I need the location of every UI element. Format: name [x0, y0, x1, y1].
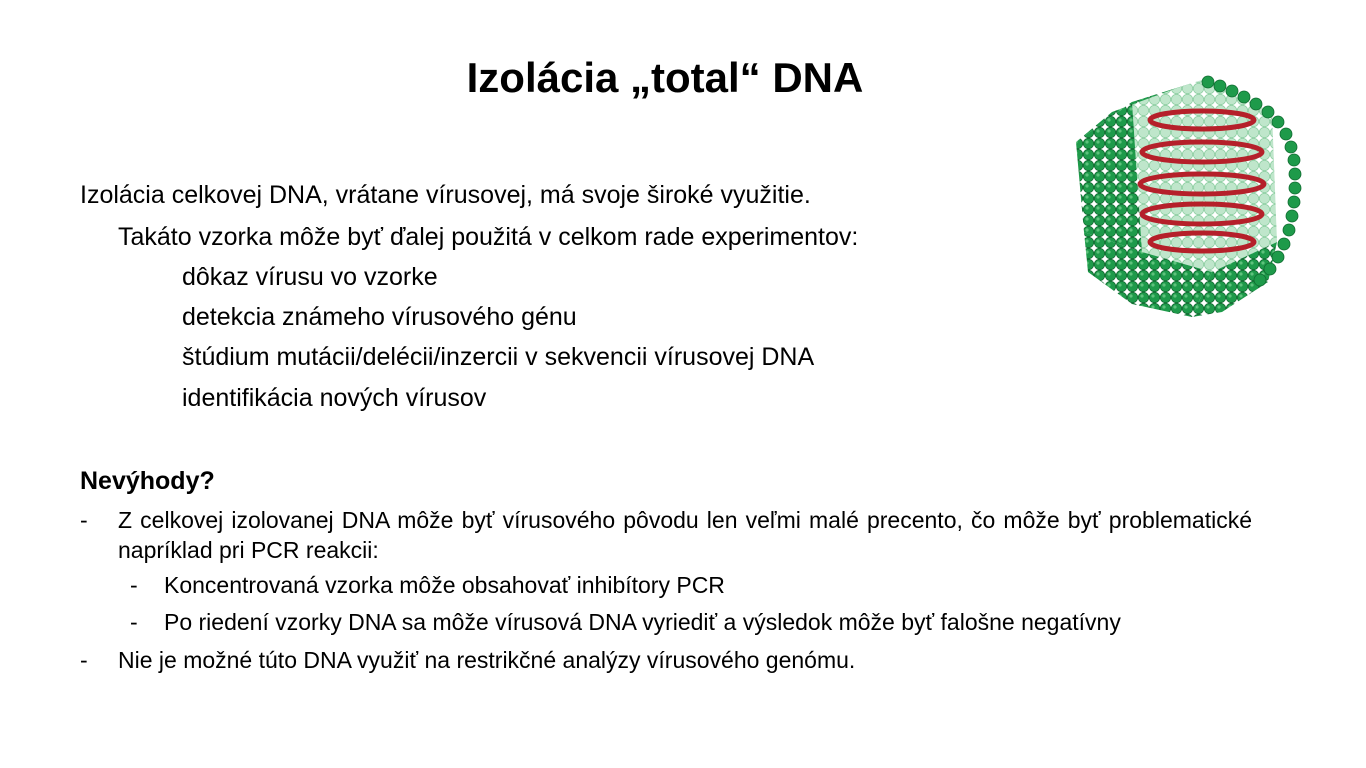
use-item: identifikácia nových vírusov — [182, 384, 487, 412]
use-item: štúdium mutácii/delécii/inzercii v sekvencii vírusovej DNA — [182, 343, 815, 371]
sub-intro-text: Takáto vzorka môže byť ďalej použitá v celkom rade experimentov: — [118, 223, 859, 251]
disadvantage-subitem: Po riedení vzorky DNA sa môže vírusová DNA vyriediť a výsledok môže byť falošne negatívny — [164, 609, 1121, 635]
dash-bullet: - — [80, 647, 88, 673]
disadvantage-item: Z celkovej izolovanej DNA môže byť vírusového pôvodu len veľmi malé precento, čo môže byť problematické napríklad pri PCR reakcii: — [118, 507, 1252, 563]
capsid-left-face — [1076, 102, 1142, 252]
use-item: detekcia známeho vírusového génu — [182, 303, 577, 331]
disadvantages-heading: Nevýhody? — [80, 467, 215, 495]
dash-bullet: - — [130, 609, 138, 635]
dash-bullet: - — [130, 572, 138, 598]
intro-text: Izolácia celkovej DNA, vrátane vírusovej, má svoje široké využitie. — [80, 181, 811, 209]
dash-bullet: - — [80, 507, 88, 533]
use-item: dôkaz vírusu vo vzorke — [182, 263, 438, 291]
virus-capsid-icon — [1072, 72, 1304, 322]
slide-title: Izolácia „total“ DNA — [466, 54, 864, 101]
disadvantage-item: Nie je možné túto DNA využiť na restrikčné analýzy vírusového genómu. — [118, 647, 856, 673]
disadvantage-subitem: Koncentrovaná vzorka môže obsahovať inhibítory PCR — [164, 572, 725, 598]
